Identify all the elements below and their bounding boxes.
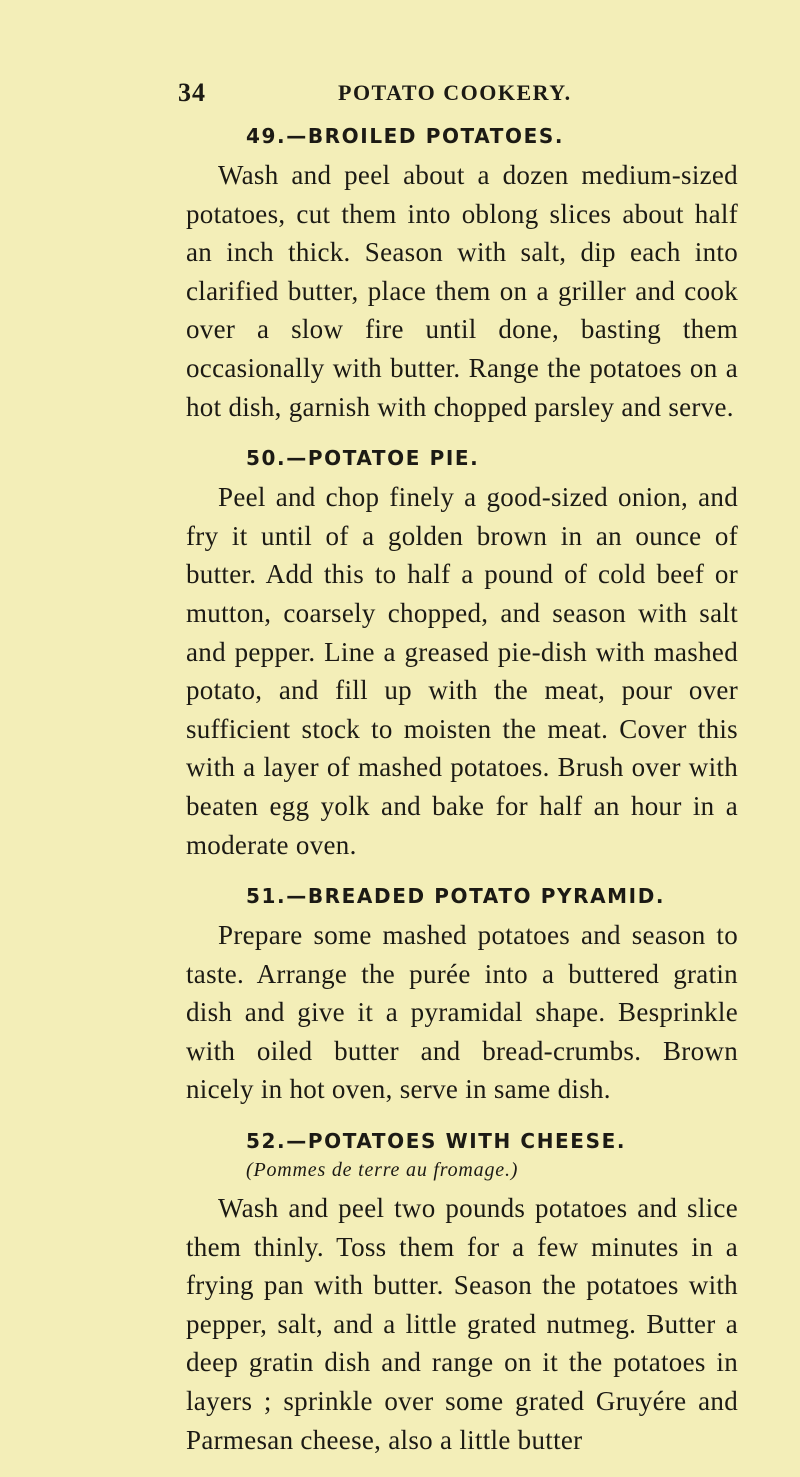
recipe-text: Peel and chop finely a good-sized onion, and fry it until of a golden brown in an ounce of butter. Add this to half a pound of cold beef or mutton, coarsely chopped, and season with salt and pepper. Line a greased pie-dish with mashed potato, and fill up with the meat, pour over sufficient stock to moisten the meat. Cover this with a layer of mashed potatoes. Brush over with beaten egg yolk and bake for half an hour in a moderate oven. xyxy=(186,482,738,860)
recipe-52 xyxy=(186,1127,738,1459)
recipe-heading: 50.—POTATOE PIE. xyxy=(246,446,480,471)
recipe-49 xyxy=(186,122,738,426)
recipe-text: Wash and peel two pounds potatoes and slice them thinly. Toss them for a few minutes in a frying pan with butter. Season the potatoes with pepper, salt, and a little grated nutmeg. Butter a deep gratin dish and range on it the potatoes in layers ; sprinkle over some grated Gruyére and Parmesan cheese, also a little butter xyxy=(186,1193,738,1455)
recipe-heading: 51.—BREADED POTATO PYRAMID. xyxy=(246,884,666,909)
recipe-text: Wash and peel about a dozen medium-sized potatoes, cut them into oblong slices about half an inch thick. Season with salt, dip each into clarified butter, place them on a griller and cook over a slow fire until done, basting them occasionally with butter. Range the potatoes on a hot dish, garnish with chopped parsley and serve. xyxy=(186,160,738,422)
recipe-50 xyxy=(186,444,738,864)
recipe-heading: 49.—BROILED POTATOES. xyxy=(246,124,565,148)
recipe-51 xyxy=(186,882,738,1109)
page-content xyxy=(186,122,738,1477)
running-title: POTATO COOKERY. xyxy=(338,80,572,105)
running-head xyxy=(178,78,738,114)
recipe-heading: 52.—POTATOES WITH CHEESE. xyxy=(246,1129,627,1154)
recipe-text: Prepare some mashed potatoes and season to taste. Arrange the purée into a buttered gratin dish and give it a pyramidal shape. Besprinkle with oiled butter and bread-crumbs. Brown nicely in hot oven, serve in same dish. xyxy=(186,920,738,1105)
page-number: 34 xyxy=(178,78,206,107)
recipe-subheading: (Pommes de terre au fromage.) xyxy=(246,1159,519,1182)
